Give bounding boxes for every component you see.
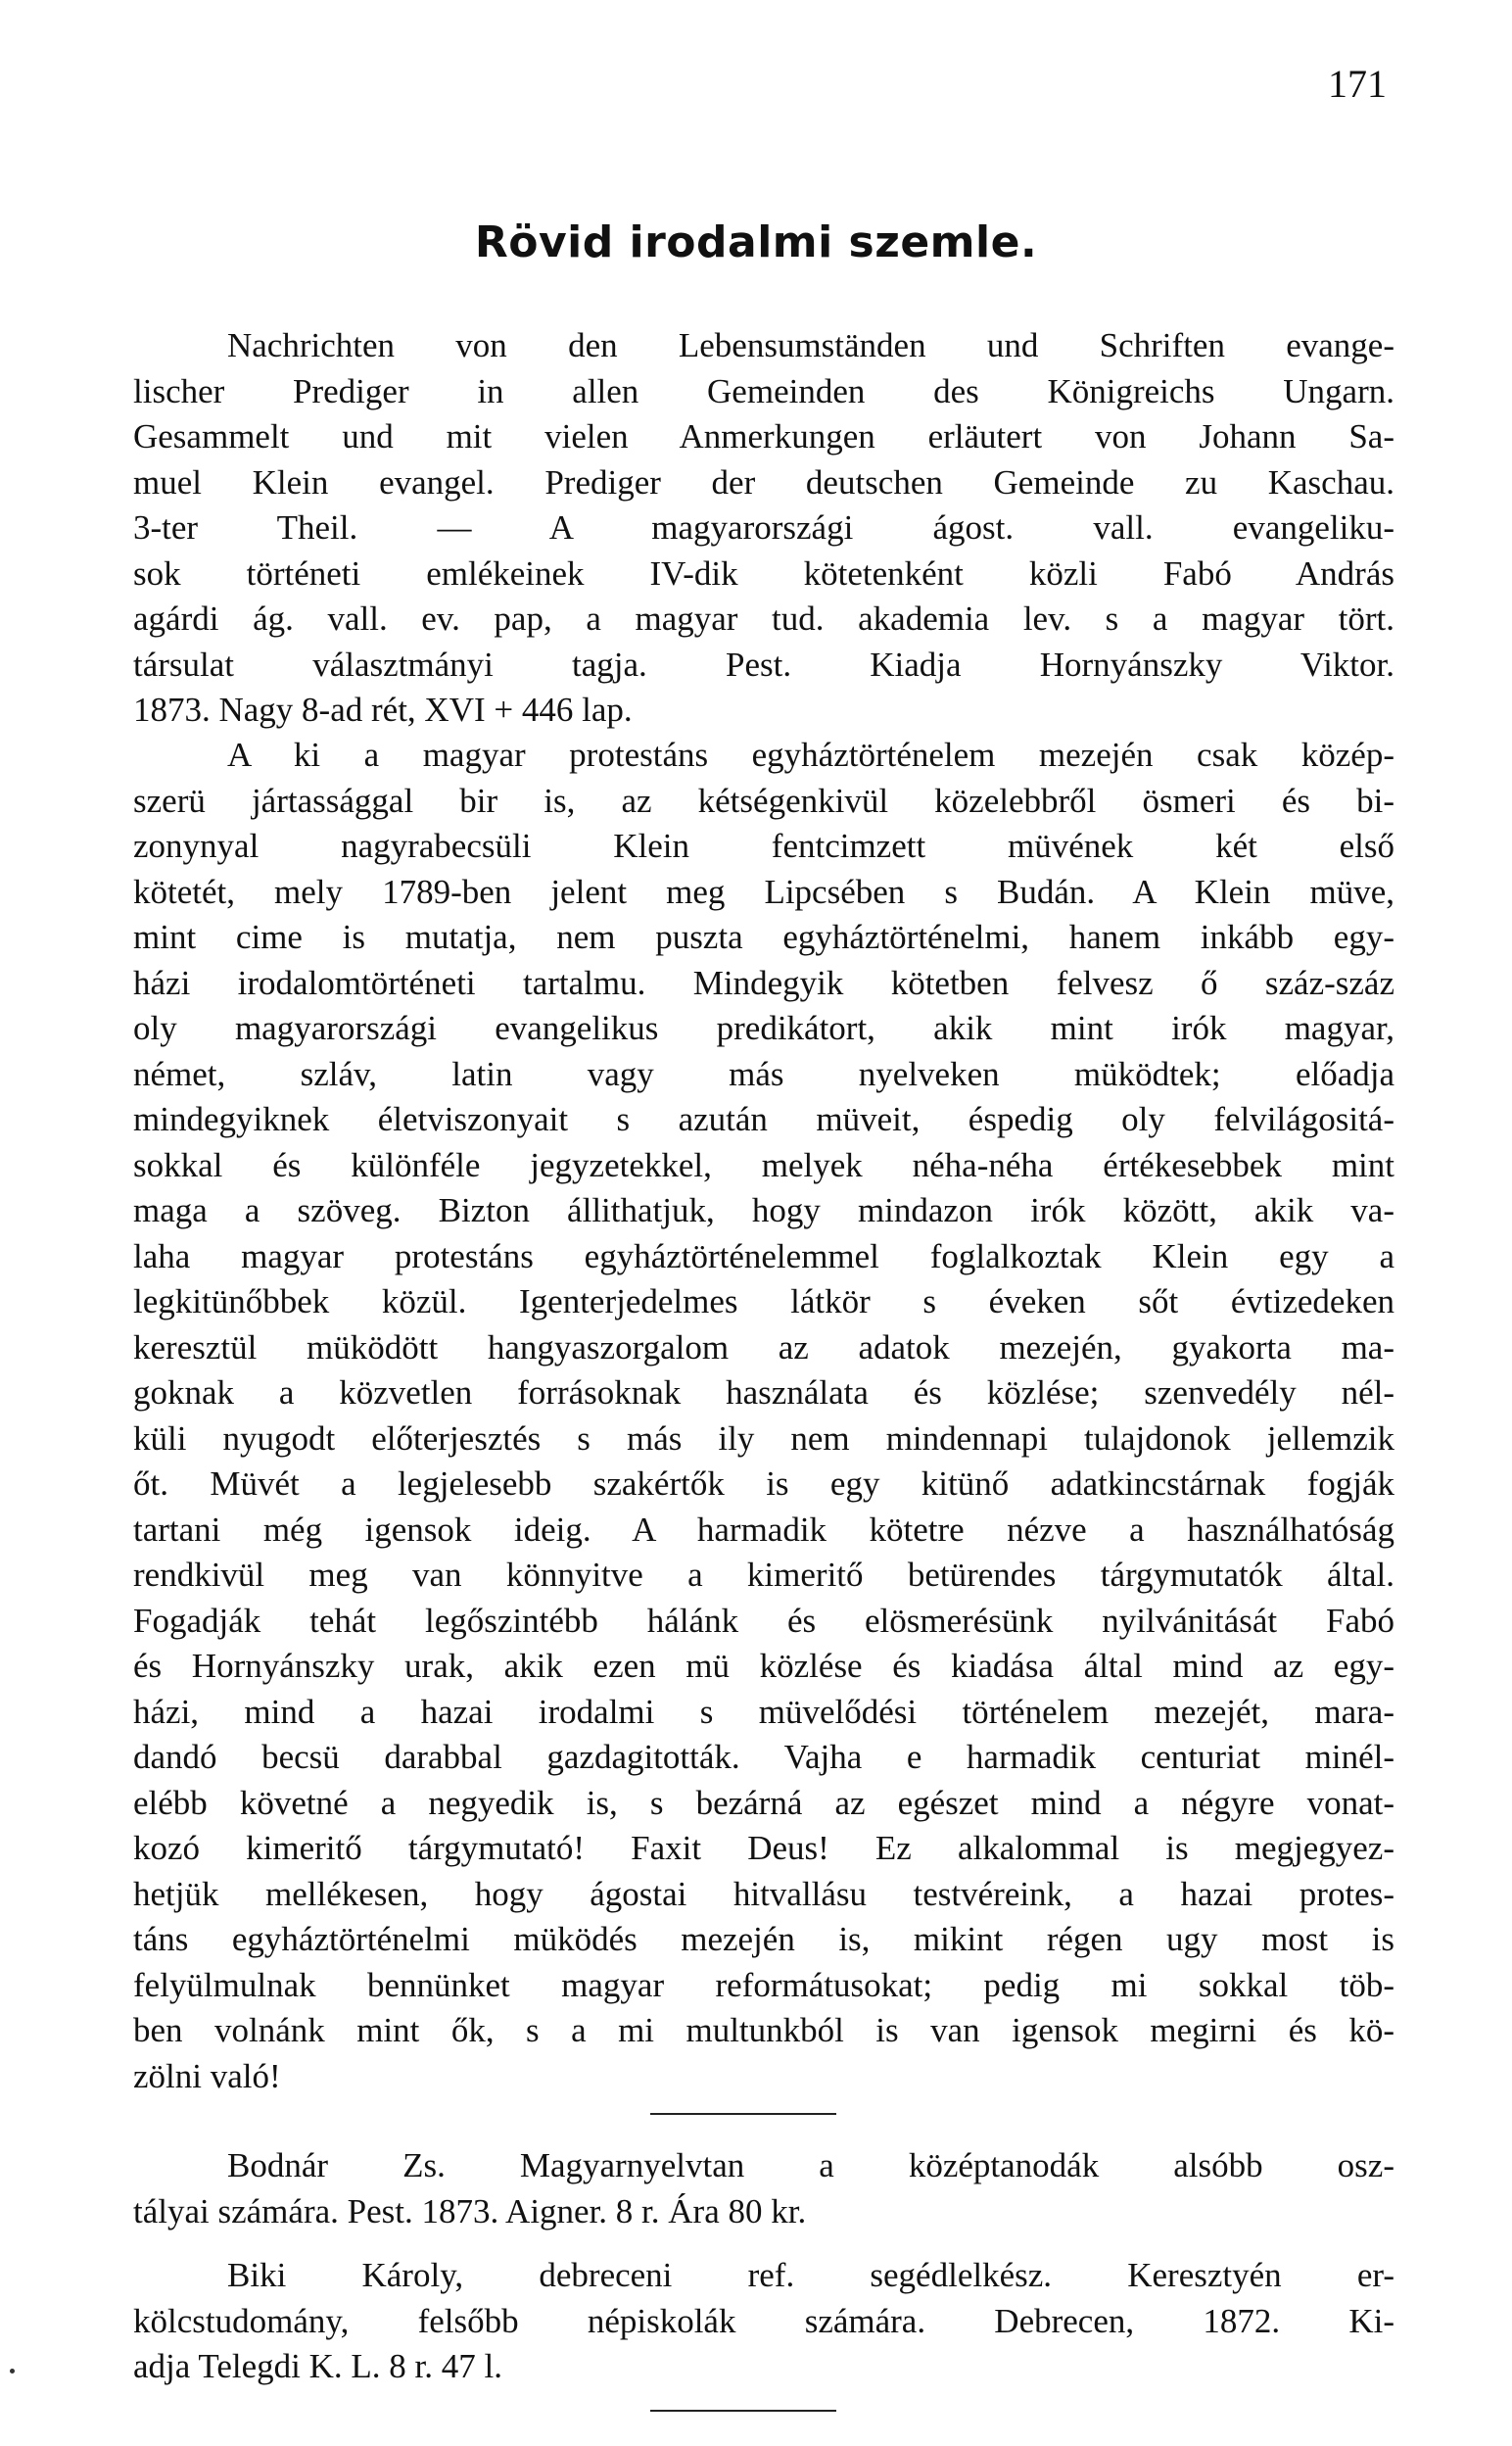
body-line: kötetét, mely 1789-ben jelent meg Lipcsében s Budán. A Klein müve, <box>133 872 1394 911</box>
body-line: táns egyháztörténelmi müködés mezején is, mikint régen ugy most is <box>133 1920 1394 1958</box>
review-2 <box>133 2143 1394 2234</box>
citation-line: muel Klein evangel. Prediger der deutschen Gemeinde zu Kaschau. <box>133 462 1394 502</box>
page-title: Rövid irodalmi szemle. <box>474 217 1038 267</box>
citation-line: társulat választmányi tagja. Pest. Kiadja Hornyánszky Viktor. <box>133 645 1394 684</box>
body-line: felyülmulnak bennünket magyar reformátusokat; pedig mi sokkal töb- <box>133 1965 1394 2004</box>
citation-line: 1873. Nagy 8-ad rét, XVI + 446 lap. <box>133 691 633 729</box>
citation-line: tályai számára. Pest. 1873. Aigner. 8 r. Ára 80 kr. <box>133 2191 807 2230</box>
body-line: maga a szöveg. Bizton állithatjuk, hogy mindazon irók között, akik va- <box>133 1191 1394 1229</box>
body-line: laha magyar protestáns egyháztörténelemmel foglalkoztak Klein egy a <box>133 1236 1394 1275</box>
body-line: küli nyugodt előterjesztés s más ily nem mindennapi tulajdonok jellemzik <box>133 1418 1394 1458</box>
body-line: dandó becsü darabbal gazdagitották. Vajha e harmadik centuriat minél- <box>133 1738 1394 1776</box>
body-line: házi, mind a hazai irodalmi s müvelődési történelem mezejét, mara- <box>133 1692 1394 1731</box>
citation-line: kölcstudomány, felsőbb népiskolák számára. Debrecen, 1872. Ki- <box>133 2301 1394 2340</box>
body-line: tartani még igensok ideig. A harmadik kötetre nézve a használhatóság <box>133 1510 1394 1549</box>
section-divider <box>650 2410 836 2412</box>
citation-line: Biki Károly, debreceni ref. segédlelkész. Keresztyén er- <box>227 2256 1394 2294</box>
body-line: mint cime is mutatja, nem puszta egyháztörténelmi, hanem inkább egy- <box>133 918 1394 956</box>
body-line: zonynyal nagyrabecsüli Klein fentcimzett müvének két első <box>133 827 1394 865</box>
body-line: ben volnánk mint ők, s a mi multunkból is van igensok megirni és kö- <box>133 2011 1394 2049</box>
body-line: rendkivül meg van könnyitve a kimeritő betürendes tárgymutatók által. <box>133 1556 1394 1594</box>
citation-line: Nachrichten von den Lebensumständen und Schriften evange- <box>227 326 1394 364</box>
citation-line: 3-ter Theil. — A magyarországi ágost. vall. evangeliku- <box>133 508 1394 547</box>
body-line: házi irodalomtörténeti tartalmu. Mindegyik kötetben felvesz ő száz-száz <box>133 963 1394 1002</box>
page-number: 171 <box>1328 62 1387 106</box>
citation-line: Gesammelt und mit vielen Anmerkungen erläutert von Johann Sa- <box>133 417 1394 456</box>
citation-line: Bodnár Zs. Magyarnyelvtan a középtanodák alsóbb osz- <box>227 2146 1394 2184</box>
body-line: mindegyiknek életviszonyait s azután müveit, éspedig oly felvilágositá- <box>133 1100 1394 1138</box>
citation-line: sok történeti emlékeinek IV-dik kötetenként közli Fabó András <box>133 553 1394 593</box>
section-divider <box>650 2113 836 2115</box>
stray-mark <box>10 2369 15 2374</box>
body-line: legkitünőbbek közül. Igenterjedelmes látkör s éveken sőt évtizedeken <box>133 1282 1394 1320</box>
body-line: hetjük mellékesen, hogy ágostai hitvallásu testvéreink, a hazai protes- <box>133 1874 1394 1913</box>
body-line: zölni való! <box>133 2056 281 2095</box>
review-3 <box>133 2253 1394 2390</box>
review-1-body <box>133 733 1394 2099</box>
body-line: sokkal és különféle jegyzetekkel, melyek néha-néha értékesebbek mint <box>133 1145 1394 1184</box>
body-line: A ki a magyar protestáns egyháztörténelem mezején csak közép- <box>227 736 1394 774</box>
review-1-citation <box>133 323 1394 734</box>
citation-line: agárdi ág. vall. ev. pap, a magyar tud. akademia lev. s a magyar tört. <box>133 600 1394 638</box>
citation-line: lischer Prediger in allen Gemeinden des Königreichs Ungarn. <box>133 371 1394 410</box>
citation-line: adja Telegdi K. L. 8 r. 47 l. <box>133 2347 502 2385</box>
body-line: kozó kimeritő tárgymutató! Faxit Deus! Ez alkalommal is megjegyez- <box>133 1829 1394 1867</box>
body-line: és Hornyánszky urak, akik ezen mü közlése és kiadása által mind az egy- <box>133 1647 1394 1685</box>
body-line: őt. Müvét a legjelesebb szakértők is egy kitünő adatkincstárnak fogják <box>133 1464 1394 1503</box>
body-line: német, szláv, latin vagy más nyelveken müködtek; előadja <box>133 1054 1394 1093</box>
body-line: oly magyarországi evangelikus predikátort, akik mint irók magyar, <box>133 1009 1394 1047</box>
body-line: keresztül müködött hangyaszorgalom az adatok mezején, gyakorta ma- <box>133 1327 1394 1367</box>
body-line: elébb követné a negyedik is, s bezárná az egészet mind a négyre vonat- <box>133 1783 1394 1822</box>
body-line: goknak a közvetlen forrásoknak használata és közlése; szenvedély nél- <box>133 1373 1394 1412</box>
body-line: Fogadják tehát legőszintébb hálánk és elösmerésünk nyilvánitását Fabó <box>133 1601 1394 1640</box>
body-line: szerü jártassággal bir is, az kétségenkivül közelebbről ösmeri és bi- <box>133 781 1394 820</box>
